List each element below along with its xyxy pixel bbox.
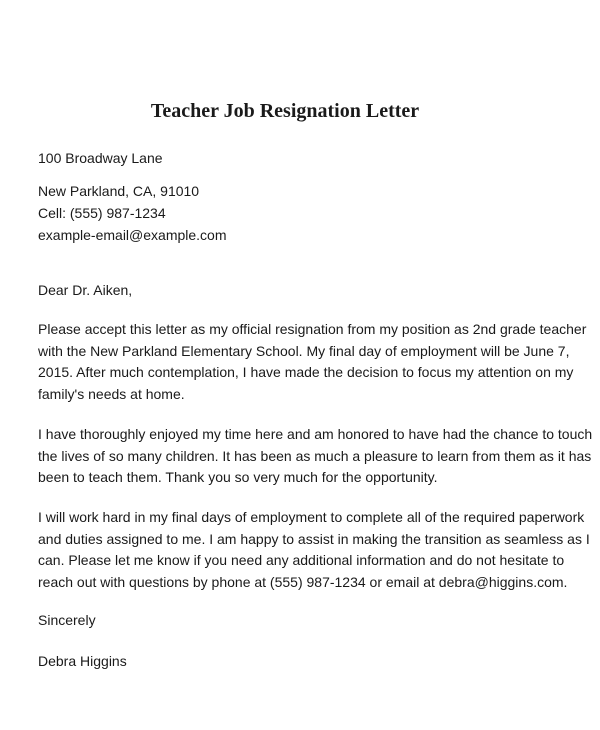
sender-cell: Cell: (555) 987-1234 xyxy=(38,205,166,221)
paragraph-line: reach out with questions by phone at (555) 987-1234 or email at debra@higgins.com. xyxy=(38,573,568,590)
sender-street: 100 Broadway Lane xyxy=(38,150,163,166)
paragraph-line: Please accept this letter as my official resignation from my position as 2nd grade teacher xyxy=(38,321,587,337)
salutation: Dear Dr. Aiken, xyxy=(38,282,133,298)
paragraph-line: and duties assigned to me. I am happy to assist in making the transition as seamless as I xyxy=(38,530,590,547)
paragraph-1 xyxy=(38,319,586,405)
sender-city-state-zip: New Parkland, CA, 91010 xyxy=(38,183,200,199)
paragraph-2 xyxy=(38,424,592,489)
paragraph-line: been to teach them. Thank you so very much for the opportunity. xyxy=(38,469,438,485)
sender-email: example-email@example.com xyxy=(38,227,227,243)
paragraph-line: with the New Parkland Elementary School. My final day of employment will be June 7, xyxy=(38,342,570,359)
paragraph-line: 2015. After much contemplation, I have made the decision to focus my attention on my xyxy=(38,364,574,380)
paragraph-line: I will work hard in my final days of employment to complete all of the required paperwork xyxy=(38,509,585,525)
signature-name: Debra Higgins xyxy=(38,653,127,669)
document-title: Teacher Job Resignation Letter xyxy=(150,100,420,122)
paragraph-line: I have thoroughly enjoyed my time here and am honored to have had the chance to touch xyxy=(38,426,593,442)
closing: Sincerely xyxy=(38,612,96,628)
paragraph-line: can. Please let me know if you need any additional information and do not hesitate to xyxy=(38,552,565,568)
paragraph-3 xyxy=(38,507,590,593)
paragraph-line: family's needs at home. xyxy=(38,385,185,402)
paragraph-line: the lives of so many children. It has been as much a pleasure to learn from them as it has xyxy=(38,447,592,464)
